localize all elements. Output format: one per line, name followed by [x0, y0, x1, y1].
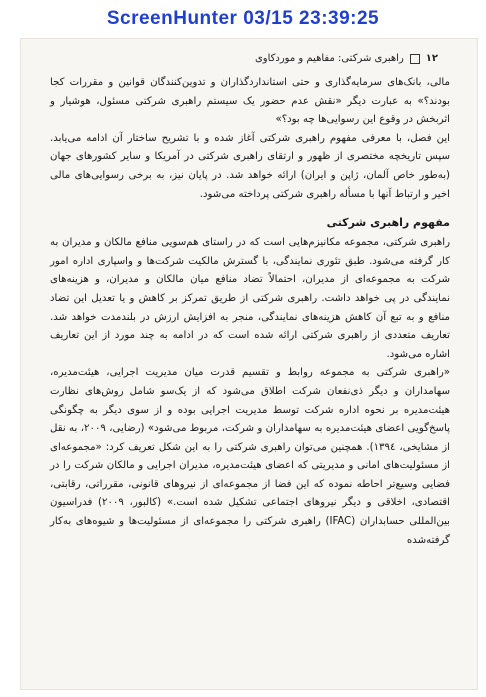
page-number: ۱۲ [425, 53, 438, 64]
page-body [50, 74, 450, 550]
running-title: راهبری شرکتی: مفاهیم و موردکاوی [254, 53, 404, 64]
paragraph-3: راهبری شرکتی، مجموعه مکانیزم‌هایی است که در راستای هم‌سویی منافع مالکان و مدیران به کار گرفته می‌شود. طبق تئوری نمایندگی، با گسترش مالکیت شرکت‌ها و واسپاری اداره امور شرکت به مجموعه‌ای از مدیران، احتمالاً تضاد منافع میان مالکان و مدیران، و هزینه‌های نمایندگی در پی خواهد داشت. راهبری شرکتی از طریق تمرکز بر کاهش و یا تعدیل این تضاد منافع و به تبع آن کاهش هزینه‌های نمایندگی، منجر به افزایش ارزش در بلندمدت خواهد شد. تعاریف متعددی از راهبری شرکتی ارائه شده است که در ادامه به چند مورد از این تعاریف اشاره می‌شود. [50, 237, 450, 360]
screenhunter-banner [0, 0, 486, 38]
section-title: مفهوم راهبری شرکتی [326, 216, 450, 230]
paragraph-1: مالی، بانک‌های سرمایه‌گذاری و حتی استانداردگذاران و تدوین‌کنندگان قوانین و مقررات کجا بودند؟» به عبارت دیگر «نقش عدم حضور یک سیستم راهبری شرکتی مسئول، هوشیار و اثربخش در وقوع این رسوایی‌ها چه بود؟» [50, 77, 450, 126]
book-page [20, 38, 478, 690]
paragraph-4: «راهبری شرکتی به مجموعه روابط و تقسیم قدرت میان مدیریت اجرایی، هیئت‌مدیره، سهامداران و دیگر ذی‌نفعان شرکت اطلاق می‌شود که از یک‌سو شامل روش‌های نظارت هیئت‌مدیره بر نحوه اداره شرکت توسط مدیریت اجرایی بوده و از سوی دیگر به چگونگی پاسخ‌گویی اعضای هیئت‌مدیره به سهامداران و شرکت، مربوط می‌شود» (رضایی، ۲۰۰۹، به نقل از مشایخی، ۱۳۹٤). همچنین می‌توان راهبری شرکتی را به این شکل تعریف کرد: «مجموعه‌ای از مسئولیت‌های امانی و مدیریتی که اعضای هیئت‌مدیره، مدیران اجرایی و مالکان شرکت را در فضایی وسیع‌تر احاطه نموده که این فضا از مجموعه‌ای از نیروهای قانونی، مقرراتی، رقابتی، اقتصادی، اخلاقی و دیگر نیروهای اجتماعی تشکیل شده است.» (کالبور، ۲۰۰۹) فدراسیون بین‌المللی حسابداران (IFAC) راهبری شرکتی را مجموعه‌ای از مسئولیت‌ها و شیوه‌های به‌کار گرفته‌شده [50, 367, 450, 546]
square-icon [410, 54, 420, 64]
paragraph-2: این فصل، با معرفی مفهوم راهبری شرکتی آغاز شده و با تشریح ساختار آن ادامه می‌یابد. سپس تاریخچه مختصری از ظهور و ارتقای راهبری شرکتی در آمریکا و سایر کشورهای جهان (به‌طور خاص آلمان، ژاپن و ایران) ارائه خواهد شد. در پایان نیز، به برخی رسوایی‌های مالی اخیر و ارتباط آنها با مسأله راهبری شرکتی پرداخته می‌شود. [50, 132, 450, 200]
page-header [255, 53, 438, 64]
banner-text: ScreenHunter 03/15 23:39:25 [106, 8, 380, 29]
